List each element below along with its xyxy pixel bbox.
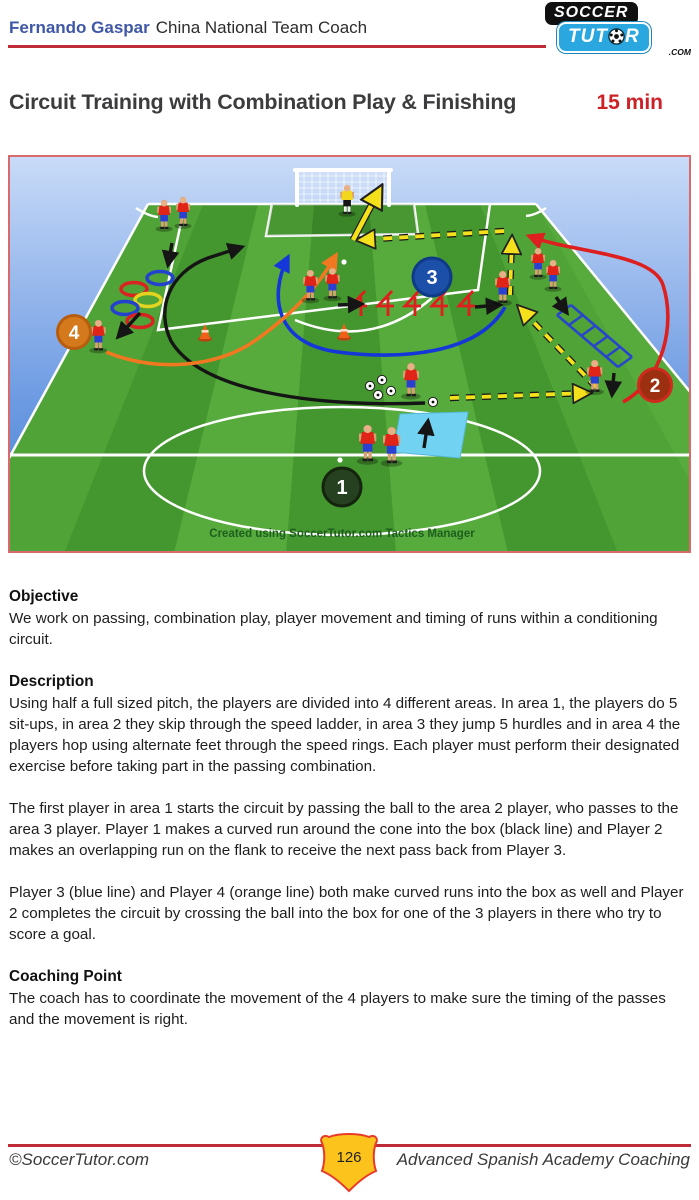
footer-copyright: ©SoccerTutor.com (9, 1150, 150, 1169)
section-objective (9, 586, 687, 650)
logo-soccer-text: SOCCER (545, 2, 638, 25)
penalty-spot (341, 259, 346, 264)
author-role: China National Team Coach (155, 18, 368, 37)
svg-text:4: 4 (68, 323, 80, 344)
section-paragraph: Player 3 (blue line) and Player 4 (orange line) both make curved runs into the box as well and Player 2 completes the circuit by crossing the ball into the box for one of the 3 players in there who try to score a goal. (9, 884, 684, 943)
svg-text:3: 3 (426, 267, 438, 289)
area-badge-4 (58, 316, 91, 349)
page-number-shield (317, 1132, 381, 1194)
section-paragraph: Using half a full sized pitch, the players are divided into 4 different areas. In area 1, the players do 5 sit-ups, in area 2 they skip through the speed ladder, in area 3 they jump 5 hurdles and in area 4 the players hop using alternate feet through the speed rings. Each player must perform their designated exercise before taking part in the passing combination. (9, 695, 681, 775)
section-paragraph: We work on passing, combination play, player movement and timing of runs within a conditioning circuit. (9, 610, 658, 648)
section-heading: Description (9, 673, 94, 690)
body-text (9, 586, 687, 1051)
section-paragraph: The coach has to coordinate the movement of the 4 players to make sure the timing of the passes and the movement is right. (9, 990, 666, 1028)
title-row (9, 90, 685, 115)
header-rule (8, 45, 546, 48)
duration-badge: 15 min (596, 91, 663, 114)
area-badge-1 (323, 468, 361, 506)
situp-mat (393, 412, 468, 458)
section-description (9, 671, 687, 945)
section-heading: Objective (9, 588, 79, 605)
section-heading: Coaching Point (9, 968, 122, 985)
diagram-caption: Created using SoccerTutor.com Tactics Manager (209, 528, 475, 540)
area-badge-2 (639, 369, 672, 402)
author-line (9, 18, 367, 38)
soccer-ball-icon (608, 28, 625, 45)
logo-tutor-text: TUT R (557, 22, 651, 53)
area-badge-3 (413, 258, 451, 296)
page-number: 126 (336, 1149, 362, 1166)
section-paragraph: The first player in area 1 starts the circuit by passing the ball to the area 2 player, who passes to the area 3 player. Player 1 makes a curved run around the cone into the box (black line) and Player 2 makes an overlapping run on the flank to receive the next pass back from Player 3. (9, 800, 679, 859)
page-title: Circuit Training with Combination Play & Finishing (9, 90, 517, 114)
section-coaching-point (9, 966, 687, 1030)
footer-book-title: Advanced Spanish Academy Coaching (396, 1150, 690, 1169)
svg-text:1: 1 (336, 477, 348, 499)
tactics-diagram (8, 155, 691, 553)
goal-area-shade (266, 204, 418, 236)
author-name: Fernando Gaspar (9, 18, 150, 37)
center-spot (337, 457, 342, 462)
soccertutor-logo (543, 2, 691, 56)
svg-text:2: 2 (649, 376, 661, 397)
logo-tld: .COM (668, 47, 691, 57)
